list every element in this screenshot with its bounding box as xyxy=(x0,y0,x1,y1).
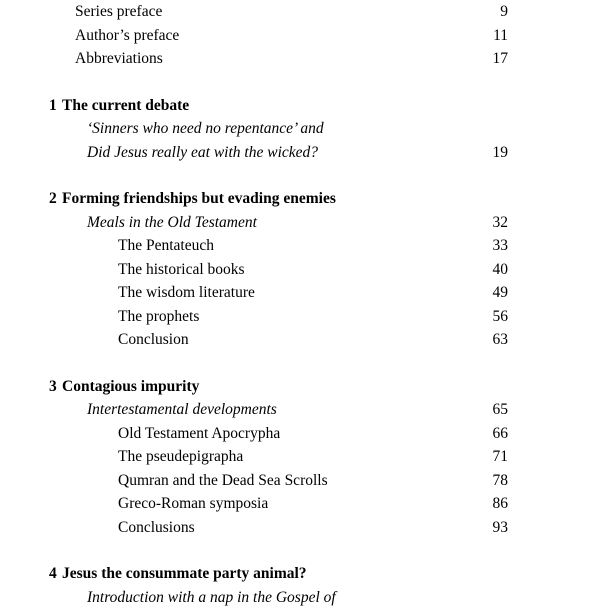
toc-entry-title: ‘Sinners who need no repentance’ and xyxy=(0,117,324,141)
toc-entry-title: The historical books xyxy=(0,258,245,282)
toc-entry-page: 65 xyxy=(462,398,600,422)
toc-entry-title: Old Testament Apocrypha xyxy=(0,422,280,446)
toc-spacer xyxy=(0,71,600,94)
toc-entry-series-preface[interactable] xyxy=(0,0,600,24)
toc-entry-page: 78 xyxy=(462,469,600,493)
toc-chapter-number: 2 xyxy=(49,187,62,211)
toc-entry-ch1-sub-2[interactable] xyxy=(0,141,600,165)
toc-entry-page: 49 xyxy=(462,281,600,305)
toc-entry-title: Qumran and the Dead Sea Scrolls xyxy=(0,469,328,493)
toc-entry-page: 17 xyxy=(462,47,600,71)
toc-entry-title: Author’s preface xyxy=(0,24,179,48)
toc-entry-ch2-item-4[interactable] xyxy=(0,305,600,329)
toc-entry-title: Did Jesus really eat with the wicked? xyxy=(0,141,318,165)
toc-entry-page: 32 xyxy=(462,211,600,235)
toc-chapter-heading xyxy=(0,375,199,399)
toc-entry-ch2-item-5[interactable] xyxy=(0,328,600,352)
toc-entry-title: Contagious impurity xyxy=(62,378,199,395)
toc-entry-ch3-item-2[interactable] xyxy=(0,445,600,469)
toc-entry-title: Jesus the consummate party animal? xyxy=(62,565,307,582)
toc-entry-ch3-sub-1[interactable] xyxy=(0,398,600,422)
toc-entry-page: 33 xyxy=(462,234,600,258)
toc-entry-title: Conclusions xyxy=(0,516,195,540)
toc-entry-ch1-sub-1[interactable] xyxy=(0,117,600,141)
toc-entry-title: The pseudepigrapha xyxy=(0,445,243,469)
toc-chapter-number: 1 xyxy=(49,94,62,118)
toc-entry-authors-preface[interactable] xyxy=(0,24,600,48)
toc-chapter-number: 3 xyxy=(49,375,62,399)
toc-spacer xyxy=(0,352,600,375)
toc-entry-title: The wisdom literature xyxy=(0,281,255,305)
toc-entry-chapter-1[interactable] xyxy=(0,94,600,118)
toc-entry-title: Greco-Roman symposia xyxy=(0,492,268,516)
toc-entry-page: 11 xyxy=(462,24,600,48)
toc-entry-title: The Pentateuch xyxy=(0,234,214,258)
toc-entry-chapter-2[interactable] xyxy=(0,187,600,211)
toc-chapter-number: 4 xyxy=(49,562,62,586)
toc-entry-chapter-4[interactable] xyxy=(0,562,600,586)
toc-entry-page: 40 xyxy=(462,258,600,282)
toc-entry-page: 56 xyxy=(462,305,600,329)
toc-entry-page: 9 xyxy=(462,0,600,24)
toc-entry-ch4-sub-1[interactable] xyxy=(0,586,600,596)
toc-entry-title: The current debate xyxy=(62,97,189,114)
toc-entry-title: Conclusion xyxy=(0,328,189,352)
toc-entry-title: Forming friendships but evading enemies xyxy=(62,190,336,207)
toc-entry-title: Series preface xyxy=(0,0,162,24)
toc-chapter-heading xyxy=(0,94,189,118)
toc-entry-page: 19 xyxy=(462,141,600,165)
toc-spacer xyxy=(0,164,600,187)
toc-entry-title: The prophets xyxy=(0,305,199,329)
toc-entry-page: 93 xyxy=(462,516,600,540)
toc-chapter-heading xyxy=(0,562,307,586)
toc-entry-ch2-item-2[interactable] xyxy=(0,258,600,282)
toc-spacer xyxy=(0,539,600,562)
toc-entry-page: 66 xyxy=(462,422,600,446)
toc-entry-ch3-item-5[interactable] xyxy=(0,516,600,540)
toc-entry-ch2-sub-1[interactable] xyxy=(0,211,600,235)
toc-entry-chapter-3[interactable] xyxy=(0,375,600,399)
toc-entry-ch2-item-1[interactable] xyxy=(0,234,600,258)
toc-entry-title: Abbreviations xyxy=(0,47,163,71)
toc-entry-ch3-item-1[interactable] xyxy=(0,422,600,446)
toc-entry-ch3-item-3[interactable] xyxy=(0,469,600,493)
toc-entry-page: 63 xyxy=(462,328,600,352)
toc-entry-ch2-item-3[interactable] xyxy=(0,281,600,305)
toc-entry-title: Meals in the Old Testament xyxy=(0,211,257,235)
toc-entry-ch3-item-4[interactable] xyxy=(0,492,600,516)
toc-entry-page: 71 xyxy=(462,445,600,469)
toc-entry-page: 86 xyxy=(462,492,600,516)
toc-entry-title: Introduction with a nap in the Gospel of xyxy=(0,586,336,609)
toc-entry-title: Intertestamental developments xyxy=(0,398,277,422)
toc-chapter-heading xyxy=(0,187,336,211)
toc-entry-abbreviations[interactable] xyxy=(0,47,600,71)
